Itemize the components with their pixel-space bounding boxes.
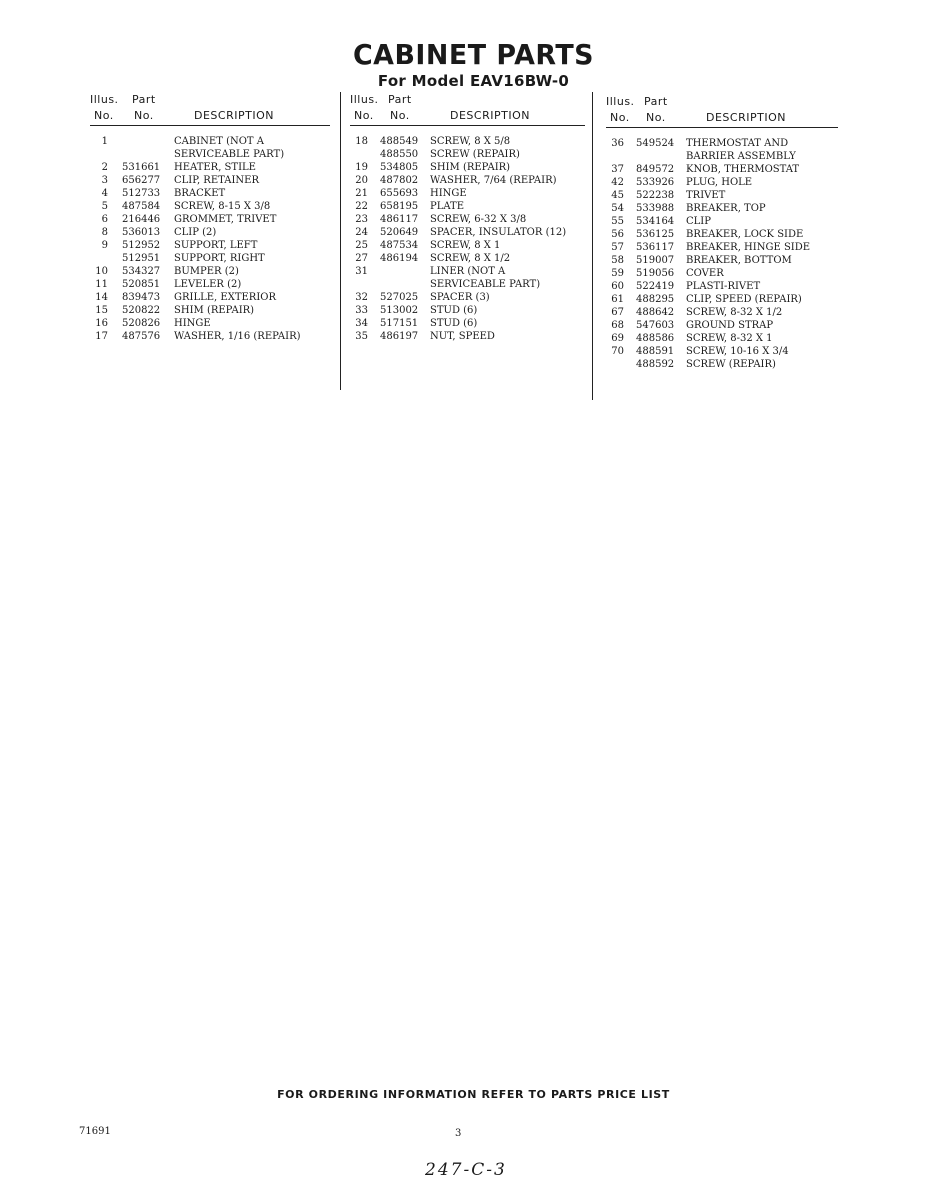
description-header: DESCRIPTION: [706, 111, 786, 124]
illus-number: 9: [101, 240, 108, 251]
part-description: SCREW, 6-32 X 3/8: [430, 214, 527, 225]
part-number: 522238: [636, 190, 675, 201]
part-description: BREAKER, TOP: [686, 203, 766, 214]
illus-number: 37: [611, 164, 624, 175]
part-row: [90, 304, 330, 317]
part-row: [350, 265, 585, 278]
part-row: [606, 228, 838, 241]
illus-header: Illus.: [90, 93, 119, 106]
illus-number: 17: [95, 331, 108, 342]
part-number: 520649: [380, 227, 419, 238]
part-description: SUPPORT, RIGHT: [174, 253, 265, 264]
part-row: [350, 226, 585, 239]
part-description: SCREW, 8-32 X 1/2: [686, 307, 783, 318]
part-number: 536125: [636, 229, 675, 240]
page-title: CABINET PARTS: [352, 38, 595, 71]
part-row: [350, 213, 585, 226]
illus-number: 59: [611, 268, 624, 279]
part-description: SCREW (REPAIR): [686, 359, 776, 370]
part-row: [90, 174, 330, 187]
part-description: LINER (NOT A: [430, 266, 506, 277]
part-description: STUD (6): [430, 305, 478, 316]
part-row: [350, 161, 585, 174]
part-number: 520822: [122, 305, 161, 316]
illus-number: 57: [611, 242, 624, 253]
parts-column-1: [90, 93, 330, 343]
part-row: [90, 148, 330, 161]
part-number: 488295: [636, 294, 675, 305]
part-row: [350, 317, 585, 330]
part-number: 487802: [380, 175, 419, 186]
part-row: [606, 215, 838, 228]
part-number: 534164: [636, 216, 675, 227]
description-header: DESCRIPTION: [450, 109, 530, 122]
part-number: 531661: [122, 162, 161, 173]
part-number: 658195: [380, 201, 419, 212]
part-number: 512951: [122, 253, 161, 264]
part-row: [90, 265, 330, 278]
part-description: SCREW, 8-32 X 1: [686, 333, 773, 344]
part-description: HEATER, STILE: [174, 162, 256, 173]
part-number: 534327: [122, 266, 161, 277]
part-number: 527025: [380, 292, 419, 303]
part-row: [606, 280, 838, 293]
part-description: BREAKER, BOTTOM: [686, 255, 792, 266]
illus-number: 21: [355, 188, 368, 199]
parts-list: [606, 137, 838, 371]
part-number: 520851: [122, 279, 161, 290]
part-row: [606, 319, 838, 332]
illus-number: 31: [355, 266, 368, 277]
part-row: [606, 137, 838, 150]
part-no-header: No.: [646, 111, 666, 124]
part-description: HINGE: [174, 318, 211, 329]
part-description: TRIVET: [686, 190, 726, 201]
part-number: 849572: [636, 164, 675, 175]
part-row: [606, 176, 838, 189]
illus-number: 11: [95, 279, 108, 290]
illus-number: 1: [101, 136, 108, 147]
parts-column-3: [606, 95, 838, 371]
part-number: 519056: [636, 268, 675, 279]
part-description: BREAKER, LOCK SIDE: [686, 229, 804, 240]
part-row: [90, 330, 330, 343]
part-row: [606, 241, 838, 254]
part-description: SCREW, 8 X 1/2: [430, 253, 511, 264]
part-row: [90, 278, 330, 291]
part-description: SCREW, 8 X 1: [430, 240, 501, 251]
illus-number: 8: [101, 227, 108, 238]
illus-number: 61: [611, 294, 624, 305]
part-number: 487576: [122, 331, 161, 342]
part-row: [606, 358, 838, 371]
part-description: PLATE: [430, 201, 465, 212]
illus-number: 58: [611, 255, 624, 266]
illus-number: 45: [611, 190, 624, 201]
part-number: 533988: [636, 203, 675, 214]
part-number: 488591: [636, 346, 675, 357]
illus-number: 56: [611, 229, 624, 240]
illus-number: 27: [355, 253, 368, 264]
illus-number: 34: [355, 318, 368, 329]
part-description: CABINET (NOT A: [174, 136, 264, 147]
handwritten-note: 247-C-3: [425, 1160, 507, 1180]
part-description: SCREW, 8-15 X 3/8: [174, 201, 271, 212]
part-number: 520826: [122, 318, 161, 329]
part-description: SCREW, 8 X 5/8: [430, 136, 511, 147]
parts-column-2: [350, 93, 585, 343]
part-row: [606, 332, 838, 345]
column-divider: [592, 92, 593, 400]
illus-number: 54: [611, 203, 624, 214]
part-row: [350, 239, 585, 252]
part-description: SHIM (REPAIR): [174, 305, 255, 316]
column-header: [606, 95, 838, 131]
no-header: No.: [610, 111, 630, 124]
illus-number: 69: [611, 333, 624, 344]
illus-number: 24: [355, 227, 368, 238]
part-number: 486197: [380, 331, 419, 342]
part-description: SERVICEABLE PART): [174, 149, 285, 160]
part-row: [350, 278, 585, 291]
header-rule: [606, 127, 838, 128]
part-description: GRILLE, EXTERIOR: [174, 292, 277, 303]
part-number: 839473: [122, 292, 161, 303]
part-number: 656277: [122, 175, 161, 186]
part-number: 488549: [380, 136, 419, 147]
part-number: 517151: [380, 318, 419, 329]
part-number: 522419: [636, 281, 675, 292]
part-number: 534805: [380, 162, 419, 173]
part-number: 486194: [380, 253, 419, 264]
part-number: 488586: [636, 333, 675, 344]
part-no-header: No.: [390, 109, 410, 122]
part-header: Part: [388, 93, 412, 106]
illus-number: 70: [611, 346, 624, 357]
illus-number: 22: [355, 201, 368, 212]
illus-number: 25: [355, 240, 368, 251]
part-row: [606, 306, 838, 319]
part-description: STUD (6): [430, 318, 478, 329]
part-description: PLUG, HOLE: [686, 177, 753, 188]
part-row: [90, 291, 330, 304]
part-row: [606, 150, 838, 163]
page-number: 3: [455, 1128, 462, 1139]
part-header: Part: [644, 95, 668, 108]
part-row: [606, 345, 838, 358]
part-number: 655693: [380, 188, 419, 199]
part-number: 488550: [380, 149, 419, 160]
part-row: [90, 226, 330, 239]
header-rule: [350, 125, 585, 126]
part-number: 216446: [122, 214, 161, 225]
part-description: BREAKER, HINGE SIDE: [686, 242, 811, 253]
part-description: CLIP, SPEED (REPAIR): [686, 294, 802, 305]
parts-list: [90, 135, 330, 343]
illus-header: Illus.: [606, 95, 635, 108]
part-number: 512733: [122, 188, 161, 199]
part-row: [90, 252, 330, 265]
part-row: [350, 252, 585, 265]
part-description: SCREW, 10-16 X 3/4: [686, 346, 789, 357]
part-description: COVER: [686, 268, 724, 279]
part-number: 513002: [380, 305, 419, 316]
illus-number: 32: [355, 292, 368, 303]
illus-header: Illus.: [350, 93, 379, 106]
part-number: 536117: [636, 242, 675, 253]
illus-number: 10: [95, 266, 108, 277]
column-header: [350, 93, 585, 129]
illus-number: 15: [95, 305, 108, 316]
part-number: 519007: [636, 255, 675, 266]
illus-number: 2: [101, 162, 108, 173]
part-row: [350, 187, 585, 200]
part-number: 487584: [122, 201, 161, 212]
part-description: BARRIER ASSEMBLY: [686, 151, 796, 162]
part-number: 487534: [380, 240, 419, 251]
part-description: CLIP: [686, 216, 711, 227]
part-number: 547603: [636, 320, 675, 331]
illus-number: 35: [355, 331, 368, 342]
part-header: Part: [132, 93, 156, 106]
part-row: [90, 213, 330, 226]
part-row: [350, 304, 585, 317]
part-row: [350, 330, 585, 343]
part-row: [90, 135, 330, 148]
part-row: [90, 239, 330, 252]
part-number: 549524: [636, 138, 675, 149]
illus-number: 4: [101, 188, 108, 199]
illus-number: 36: [611, 138, 624, 149]
page-subtitle: For Model EAV16BW-0: [377, 72, 570, 90]
part-number: 488592: [636, 359, 675, 370]
illus-number: 42: [611, 177, 624, 188]
column-divider: [340, 92, 341, 390]
part-number: 533926: [636, 177, 675, 188]
illus-number: 6: [101, 214, 108, 225]
description-header: DESCRIPTION: [194, 109, 274, 122]
no-header: No.: [94, 109, 114, 122]
part-description: WASHER, 7/64 (REPAIR): [430, 175, 557, 186]
part-description: SERVICEABLE PART): [430, 279, 541, 290]
part-row: [350, 174, 585, 187]
illus-number: 14: [95, 292, 108, 303]
part-row: [90, 187, 330, 200]
part-row: [606, 267, 838, 280]
no-header: No.: [354, 109, 374, 122]
part-number: 486117: [380, 214, 419, 225]
ordering-info-footer: FOR ORDERING INFORMATION REFER TO PARTS PRICE LIST: [277, 1088, 670, 1101]
part-description: HINGE: [430, 188, 467, 199]
parts-list: [350, 135, 585, 343]
part-description: SPACER (3): [430, 292, 490, 303]
part-row: [350, 135, 585, 148]
part-number: 488642: [636, 307, 675, 318]
part-row: [606, 189, 838, 202]
part-row: [350, 291, 585, 304]
part-description: NUT, SPEED: [430, 331, 495, 342]
part-description: CLIP, RETAINER: [174, 175, 260, 186]
part-description: SHIM (REPAIR): [430, 162, 511, 173]
part-description: BRACKET: [174, 188, 226, 199]
part-description: LEVELER (2): [174, 279, 242, 290]
part-description: PLASTI-RIVET: [686, 281, 761, 292]
part-row: [90, 161, 330, 174]
part-description: THERMOSTAT AND: [686, 138, 789, 149]
document-number: 71691: [79, 1126, 111, 1137]
header-rule: [90, 125, 330, 126]
illus-number: 18: [355, 136, 368, 147]
part-description: BUMPER (2): [174, 266, 239, 277]
column-header: [90, 93, 330, 129]
illus-number: 16: [95, 318, 108, 329]
part-description: GROMMET, TRIVET: [174, 214, 277, 225]
part-description: SPACER, INSULATOR (12): [430, 227, 567, 238]
part-row: [90, 317, 330, 330]
part-number: 512952: [122, 240, 161, 251]
part-description: GROUND STRAP: [686, 320, 774, 331]
illus-number: 67: [611, 307, 624, 318]
part-description: KNOB, THERMOSTAT: [686, 164, 800, 175]
part-row: [350, 148, 585, 161]
part-row: [606, 254, 838, 267]
illus-number: 19: [355, 162, 368, 173]
part-row: [606, 293, 838, 306]
part-row: [606, 202, 838, 215]
illus-number: 60: [611, 281, 624, 292]
part-description: CLIP (2): [174, 227, 217, 238]
part-number: 536013: [122, 227, 161, 238]
part-description: SUPPORT, LEFT: [174, 240, 258, 251]
illus-number: 5: [101, 201, 108, 212]
part-description: WASHER, 1/16 (REPAIR): [174, 331, 301, 342]
part-row: [350, 200, 585, 213]
illus-number: 3: [101, 175, 108, 186]
illus-number: 33: [355, 305, 368, 316]
part-no-header: No.: [134, 109, 154, 122]
part-row: [90, 200, 330, 213]
illus-number: 23: [355, 214, 368, 225]
illus-number: 68: [611, 320, 624, 331]
part-row: [606, 163, 838, 176]
part-description: SCREW (REPAIR): [430, 149, 520, 160]
illus-number: 20: [355, 175, 368, 186]
illus-number: 55: [611, 216, 624, 227]
